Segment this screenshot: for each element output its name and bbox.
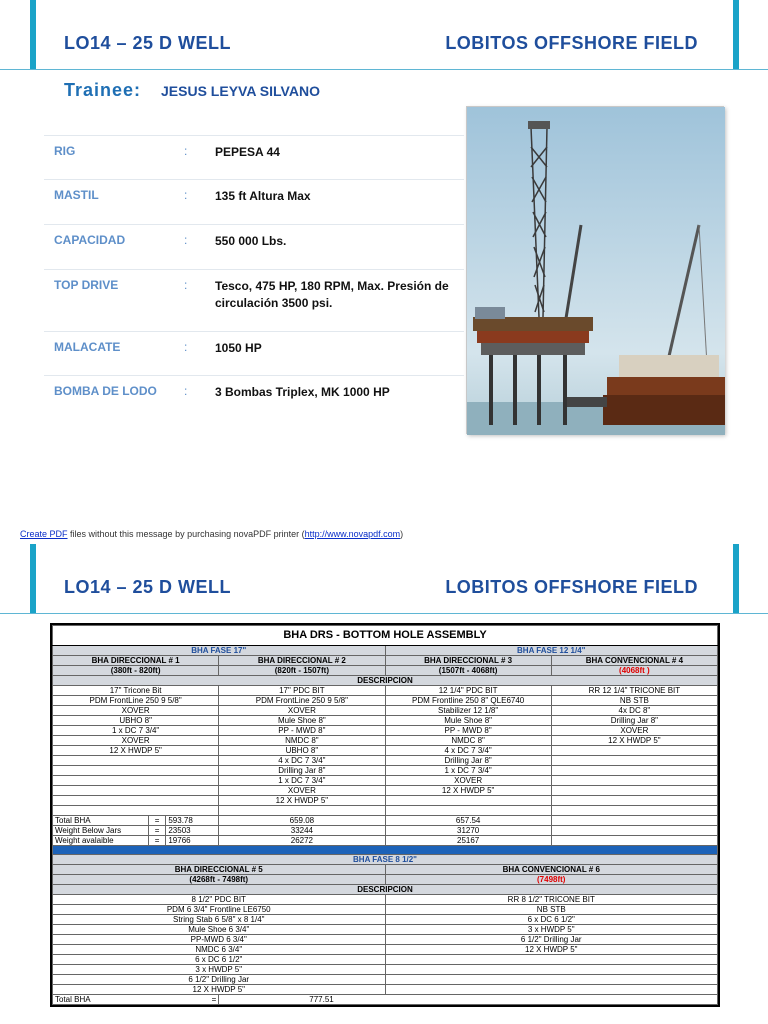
bha-cell: 12 X HWDP 5": [53, 746, 219, 756]
spec-colon: :: [184, 188, 188, 202]
footer-text: files without this message by purchasing novaPDF printer (: [67, 529, 305, 539]
fase-8-header: BHA FASE 8 1/2": [53, 855, 718, 865]
offshore-rig-photo: [466, 106, 724, 434]
total-value: 23503: [165, 826, 215, 835]
depth-range: (4268ft - 7498ft): [53, 875, 386, 885]
table-row: [53, 955, 718, 965]
table-row: [53, 696, 718, 706]
bha-cell: UBHO 8": [53, 716, 219, 726]
total-label-cell: [53, 995, 219, 1005]
descripcion-header: DESCRIPCION: [53, 676, 718, 686]
spec-row-rig: [44, 135, 464, 179]
footer-end: ): [400, 529, 404, 539]
bha-cell: 6 1/2" Drilling Jar: [385, 935, 718, 945]
fase-12-header: BHA FASE 12 1/4": [385, 646, 718, 656]
bha-cell: 3 x HWDP 5": [53, 965, 386, 975]
bha-cell: [53, 796, 219, 806]
bha-cell: NMDC 8": [385, 736, 551, 746]
bha-cell: XOVER: [53, 706, 219, 716]
bha-cell: Drilling Jar 8": [219, 766, 385, 776]
spec-row-malacate: [44, 331, 464, 375]
depth-range: (7498ft): [385, 875, 718, 885]
left-accent-bar: [30, 0, 36, 70]
bha-cell: [551, 766, 717, 776]
trainee-name: JESUS LEYVA SILVANO: [161, 83, 320, 99]
create-pdf-link[interactable]: Create PDF: [20, 529, 68, 539]
spec-colon: :: [184, 233, 188, 247]
total-row: [53, 826, 718, 836]
slide-bha: [0, 544, 768, 1024]
bha-cell: [551, 796, 717, 806]
total-label-cell: [53, 816, 219, 826]
col-header: BHA DIRECCIONAL # 5: [53, 865, 386, 875]
bha-cell: [53, 786, 219, 796]
bha-cell: PP - MWD 8": [385, 726, 551, 736]
total-value: 593.78: [165, 816, 215, 825]
table-row: [53, 895, 718, 905]
bha-cell: [385, 955, 718, 965]
table-row: [53, 716, 718, 726]
bha-cell: 17" PDC BIT: [219, 686, 385, 696]
total-label: Total BHA: [53, 816, 149, 825]
total-eq: =: [211, 995, 217, 1004]
header-divider: [0, 613, 768, 614]
bha-cell: 12 X HWDP 5": [385, 786, 551, 796]
col-header: BHA CONVENCIONAL # 6: [385, 865, 718, 875]
bha-cell: NMDC 8": [219, 736, 385, 746]
bha-cell: 12 X HWDP 5": [53, 985, 386, 995]
header-divider: [0, 69, 768, 70]
bha-cell: NMDC 6 3/4": [53, 945, 386, 955]
bha-cell: [219, 806, 385, 816]
depth-range: (4068ft ): [551, 666, 717, 676]
total-value: 659.08: [219, 816, 385, 826]
total-value: 33244: [219, 826, 385, 836]
table-row: [53, 746, 718, 756]
total-value: 25167: [385, 836, 551, 846]
bha-cell: 6 x DC 6 1/2": [385, 915, 718, 925]
bha-cell: Mule Shoe 8": [219, 716, 385, 726]
bha-cell: Mule Shoe 8": [385, 716, 551, 726]
bha-cell: RR 8 1/2" TRICONE BIT: [385, 895, 718, 905]
table-row: [53, 736, 718, 746]
table-row: [53, 766, 718, 776]
table-row: [53, 985, 718, 995]
bha-cell: [385, 965, 718, 975]
empty-cell: [551, 836, 717, 846]
field-title: LOBITOS OFFSHORE FIELD: [445, 577, 698, 597]
table-row: [53, 925, 718, 935]
bha-cell: NB STB: [385, 905, 718, 915]
bha-cell: [551, 806, 717, 816]
bha-cell: XOVER: [385, 776, 551, 786]
novapdf-url-link[interactable]: http://www.novapdf.com: [304, 529, 401, 539]
spec-colon: :: [184, 384, 188, 398]
bha-cell: 12 X HWDP 5": [219, 796, 385, 806]
bha-title: BHA DRS - BOTTOM HOLE ASSEMBLY: [53, 626, 718, 646]
depth-range: (380ft - 820ft): [53, 666, 219, 676]
bha-cell: 12 1/4" PDC BIT: [385, 686, 551, 696]
depth-range: (820ft - 1507ft): [219, 666, 385, 676]
bha-cell: PDM FrontLine 250 9 5/8": [219, 696, 385, 706]
table-row: [53, 965, 718, 975]
bha-cell: 1 x DC 7 3/4": [385, 766, 551, 776]
bha-cell: PDM 6 3/4" Frontline LE6750: [53, 905, 386, 915]
total-value: 31270: [385, 826, 551, 836]
well-title: LO14 – 25 D WELL: [64, 577, 232, 597]
table-row: [53, 706, 718, 716]
fase-17-header: BHA FASE 17": [53, 646, 386, 656]
spec-label: RIG: [54, 144, 76, 158]
empty-cell: [551, 826, 717, 836]
total-eq: =: [154, 826, 160, 835]
bha-cell: 6 1/2" Drilling Jar: [53, 975, 386, 985]
bha-cell: [551, 756, 717, 766]
table-row: [53, 756, 718, 766]
bha-cell: Drilling Jar 8": [551, 716, 717, 726]
total-value: 777.51: [219, 995, 718, 1005]
spec-value: 135 ft Altura Max: [215, 189, 311, 203]
bha-cell: Stabilizer 12 1/8": [385, 706, 551, 716]
bha-cell: RR 12 1/4" TRICONE BIT: [551, 686, 717, 696]
left-accent-bar: [30, 544, 36, 614]
bha-cell: XOVER: [219, 706, 385, 716]
bha-cell: UBHO 8": [219, 746, 385, 756]
spec-colon: :: [184, 340, 188, 354]
table-row: [53, 915, 718, 925]
spec-value: Tesco, 475 HP, 180 RPM, Max. Presión de circulación 3500 psi.: [215, 279, 449, 310]
col-header: BHA CONVENCIONAL # 4: [551, 656, 717, 666]
total-row: [53, 816, 718, 826]
table-row: [53, 726, 718, 736]
bha-cell: [551, 746, 717, 756]
total-label: Weight avalaible: [53, 836, 149, 845]
right-accent-bar: [733, 544, 739, 614]
spec-colon: :: [184, 278, 188, 292]
total-value: 657.54: [385, 816, 551, 826]
trainee-label: Trainee:: [64, 80, 142, 100]
spec-colon: :: [184, 144, 188, 158]
bha-cell: XOVER: [219, 786, 385, 796]
spec-label: MALACATE: [54, 340, 121, 354]
table-row: [53, 905, 718, 915]
table-row: [53, 776, 718, 786]
total-value: 26272: [219, 836, 385, 846]
well-title: LO14 – 25 D WELL: [64, 33, 232, 53]
bha-cell: [53, 806, 219, 816]
bha-cell: 4 x DC 7 3/4": [385, 746, 551, 756]
bha-cell: [551, 776, 717, 786]
spec-value: PEPESA 44: [215, 145, 280, 159]
col-header: BHA DIRECCIONAL # 2: [219, 656, 385, 666]
bha-cell: [53, 776, 219, 786]
table-row: [53, 786, 718, 796]
empty-cell: [551, 816, 717, 826]
col-header: BHA DIRECCIONAL # 1: [53, 656, 219, 666]
table-row: [53, 796, 718, 806]
spec-row-top-drive: [44, 269, 464, 331]
bha-cell: 17" Tricone Bit: [53, 686, 219, 696]
total-label-cell: [53, 836, 219, 846]
bha-cell: PP - MWD 8": [219, 726, 385, 736]
spec-value: 3 Bombas Triplex, MK 1000 HP: [215, 385, 390, 399]
table-row: [53, 686, 718, 696]
novapdf-footer: [20, 529, 403, 539]
total-label-cell: [53, 826, 219, 836]
total-value: 19766: [165, 836, 215, 845]
field-title: LOBITOS OFFSHORE FIELD: [445, 33, 698, 53]
bha-cell: 4x DC 8": [551, 706, 717, 716]
bha-cell: PDM FrontLine 250 9 5/8": [53, 696, 219, 706]
total-label: Weight Below Jars: [53, 826, 149, 835]
bha-table: [50, 623, 720, 1007]
section-separator: [53, 846, 718, 855]
bha-cell: 3 x HWDP 5": [385, 925, 718, 935]
bha-cell: [385, 975, 718, 985]
spec-label: MASTIL: [54, 188, 99, 202]
spec-row-mastil: [44, 179, 464, 223]
table-row: [53, 935, 718, 945]
table-row: [53, 975, 718, 985]
bha-cell: 1 x DC 7 3/4": [53, 726, 219, 736]
bha-cell: 4 x DC 7 3/4": [219, 756, 385, 766]
bha-cell: [385, 796, 551, 806]
table-row: [53, 945, 718, 955]
spec-value: 550 000 Lbs.: [215, 234, 287, 248]
bha-cell: Mule Shoe 6 3/4": [53, 925, 386, 935]
bha-cell: 1 x DC 7 3/4": [219, 776, 385, 786]
right-accent-bar: [733, 0, 739, 70]
bha-cell: XOVER: [551, 726, 717, 736]
spec-row-bomba-de-lodo: [44, 375, 464, 419]
total-row: [53, 836, 718, 846]
bha-cell: 6 x DC 6 1/2": [53, 955, 386, 965]
col-header: BHA DIRECCIONAL # 3: [385, 656, 551, 666]
spec-label: TOP DRIVE: [54, 278, 119, 292]
spec-label: CAPACIDAD: [54, 233, 126, 247]
total-label: Total BHA: [55, 995, 91, 1004]
bha-cell: XOVER: [53, 736, 219, 746]
bha-cell: Drilling Jar 8": [385, 756, 551, 766]
descripcion-header: DESCRIPCION: [53, 885, 718, 895]
bha-cell: [53, 756, 219, 766]
bha-cell: 8 1/2" PDC BIT: [53, 895, 386, 905]
bha-cell: [551, 786, 717, 796]
bha-cell: [53, 766, 219, 776]
spec-row-capacidad: [44, 224, 464, 268]
total-eq: =: [154, 816, 160, 825]
depth-range: (1507ft - 4068ft): [385, 666, 551, 676]
bha-cell: PP-MWD 6 3/4": [53, 935, 386, 945]
spec-label: BOMBA DE LODO: [54, 384, 157, 398]
bha-cell: NB STB: [551, 696, 717, 706]
bha-cell: PDM Frontline 250 8" QLE6740: [385, 696, 551, 706]
table-row: [53, 806, 718, 816]
rig-illustration: [467, 107, 725, 435]
bha-cell: 12 X HWDP 5": [385, 945, 718, 955]
bha-cell: [385, 985, 718, 995]
spec-value: 1050 HP: [215, 341, 262, 355]
bha-cell: String Stab 6 5/8" x 8 1/4": [53, 915, 386, 925]
total-eq: =: [154, 836, 160, 845]
bha-cell: [385, 806, 551, 816]
bha-cell: 12 X HWDP 5": [551, 736, 717, 746]
